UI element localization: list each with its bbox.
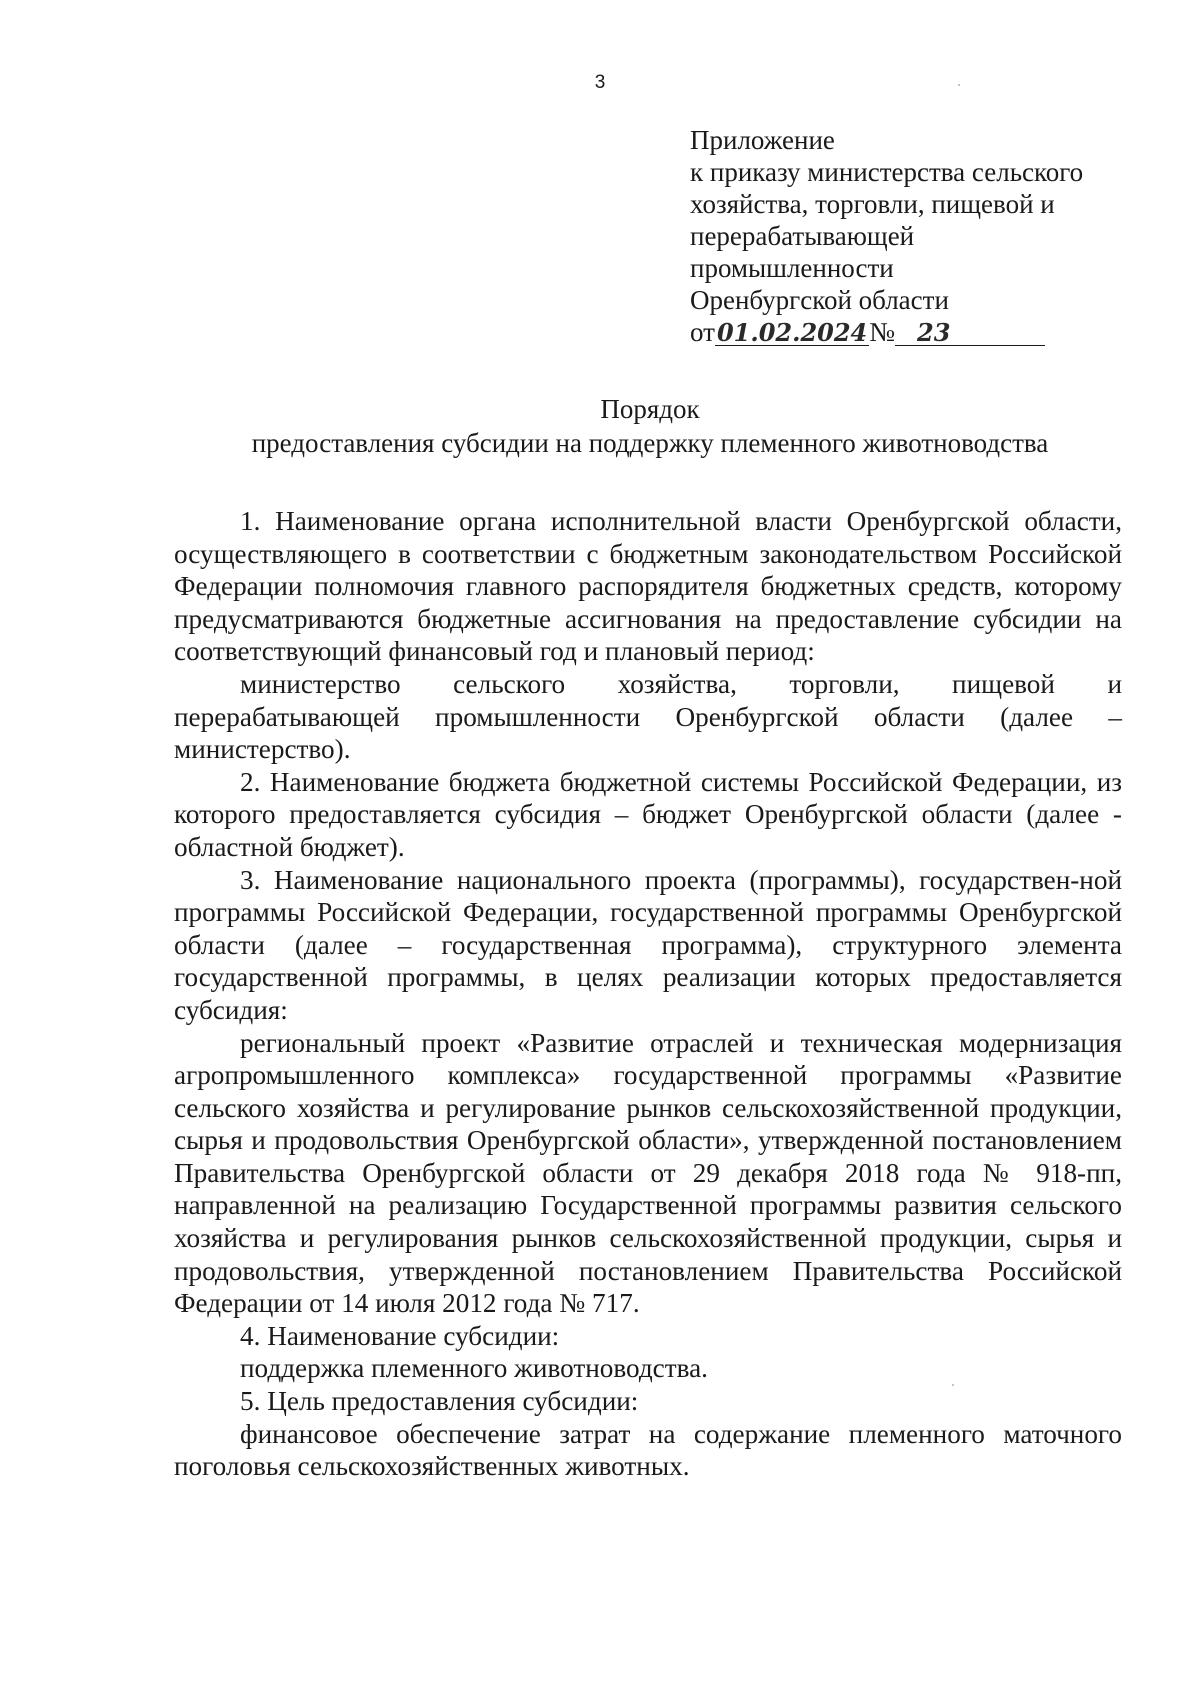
paragraph-1-value: министерство сельского хозяйства, торговли, пищевой и перерабатывающей промышленности Оренбургской области (далее – министерство).: [174, 668, 1122, 765]
page-number: 3: [594, 72, 606, 93]
order-date-number-line: [690, 316, 1083, 348]
appendix-line: перерабатывающей: [690, 221, 915, 251]
document-title: Порядок: [600, 394, 700, 424]
date-prefix: от: [690, 317, 715, 347]
paragraph-3-value: региональный проект «Развитие отраслей и техническая модернизация агропромышленного комплекса» государственной программы «Развитие сельского хозяйства и регулирование рынков сельскохозяйственной продукции, сырья и продовольствия Оренбургской области», утвержденной постановлением Правительства Оренбургской области от 29 декабря 2018 года № 918-пп, направленной на реализацию Государственной программы развития сельского хозяйства и регулирования рынков сельскохозяйственной продукции, сырья и продовольствия, утвержденной постановлением Правительства Российской Федерации от 14 июля 2012 года № 717.: [174, 1027, 1122, 1319]
paragraph-3: 3. Наименование национального проекта (программы), государствен-ной программы Российской Федерации, государственной программы Оренбургской области (далее – государственная программа), структурного элемента государственной программы, в целях реализации которых предоставляется субсидия:: [174, 864, 1122, 1025]
document-subtitle: предоставления субсидии на поддержку племенного животноводства: [251, 428, 1049, 458]
paragraph-4-value: поддержка племенного животноводства.: [240, 1353, 708, 1384]
appendix-line: Приложение: [690, 125, 835, 155]
paragraph-5: 5. Цель предоставления субсидии:: [240, 1386, 639, 1417]
scan-speck: [952, 1384, 954, 1386]
appendix-line: Оренбургской области: [690, 285, 949, 315]
document-body: [174, 505, 1122, 1483]
appendix-header: [690, 124, 1083, 348]
order-date-handwritten: 01.02.2024: [716, 318, 868, 347]
appendix-line: хозяйства, торговли, пищевой и: [690, 189, 1055, 219]
paragraph-5-value: финансовое обеспечение затрат на содержание племенного маточного поголовья сельскохозяйственных животных.: [174, 1418, 1122, 1482]
paragraph-4: 4. Наименование субсидии:: [240, 1320, 560, 1351]
paragraph-1: 1. Наименование органа исполнительной власти Оренбургской области, осуществляющего в соответствии с бюджетным законодательством Российской Федерации полномочия главного распорядителя бюджетных средств, которому предусматриваются бюджетные ассигнования на предоставление субсидии на соответствующий финансовый год и плановый период:: [174, 506, 1122, 667]
paragraph-2: 2. Наименование бюджета бюджетной системы Российской Федерации, из которого предоставляется субсидия – бюджет Оренбургской области (далее - областной бюджет).: [174, 766, 1122, 862]
appendix-line: промышленности: [690, 253, 894, 283]
scan-speck: [958, 84, 960, 86]
order-number-handwritten: 23: [895, 321, 1045, 346]
number-prefix: №: [869, 317, 896, 347]
appendix-line: к приказу министерства сельского: [690, 157, 1084, 187]
